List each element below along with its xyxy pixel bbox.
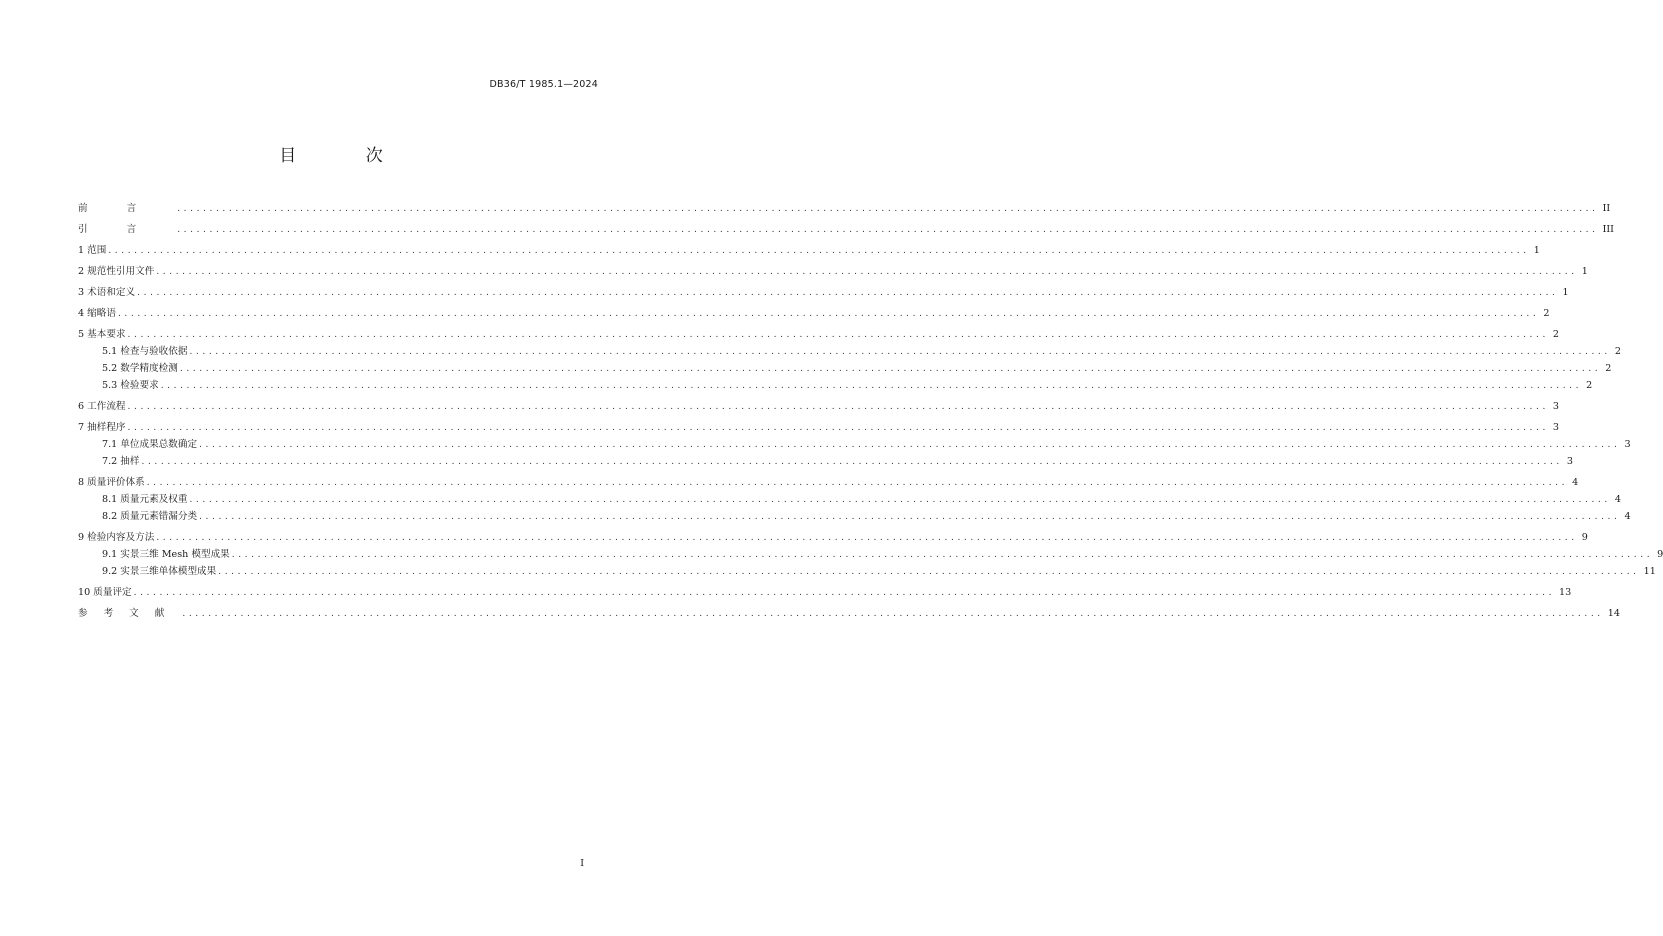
toc-dot-leader: ............................................................................................................................................................................................................................ (133, 588, 1556, 598)
toc-dot-leader: ............................................................................................................................................................................................................................ (177, 225, 1599, 235)
toc-subentry[interactable] (78, 491, 1621, 508)
toc-dot-leader: ............................................................................................................................................................................................................................ (137, 288, 1559, 298)
toc-entry-page: 3 (1552, 401, 1560, 412)
toc-entry[interactable] (78, 200, 1611, 217)
toc-entry-label: 前言 (78, 203, 176, 214)
toc-entry-page: 4 (1614, 494, 1621, 505)
toc-entry-label: 10 质量评定 (78, 587, 132, 598)
toc-entry-label: 参考文献 (78, 608, 181, 619)
toc-entry-page: 11 (1643, 566, 1656, 577)
toc-dot-leader: ............................................................................................................................................................................................................................ (146, 478, 1569, 488)
toc-dot-leader: ............................................................................................................................................................................................................................ (156, 533, 1578, 543)
toc-entry-label: 5 基本要求 (78, 329, 126, 340)
toc-dot-leader: ............................................................................................................................................................................................................................ (127, 330, 1549, 340)
toc-subentry[interactable] (78, 453, 1573, 470)
toc-subentry[interactable] (78, 508, 1631, 525)
toc-entry[interactable] (78, 263, 1588, 280)
toc-entry-page: III (1602, 224, 1614, 235)
toc-entry-page: 9 (1657, 549, 1663, 560)
toc-entry-label: 引言 (78, 224, 176, 235)
toc-entry[interactable] (78, 284, 1569, 301)
toc-entry[interactable] (78, 419, 1560, 436)
toc-entry[interactable] (78, 529, 1588, 546)
toc-entry[interactable] (78, 326, 1560, 343)
toc-entry-label: 4 缩略语 (78, 308, 116, 319)
toc-entry-page: II (1602, 203, 1611, 214)
toc-dot-leader: ............................................................................................................................................................................................................................ (182, 609, 1604, 619)
toc-entry-page: 2 (1586, 380, 1593, 391)
toc-entry-label: 9.1 实景三维 Mesh 模型成果 (102, 549, 230, 560)
toc-subentry[interactable] (78, 360, 1612, 377)
toc-subentry[interactable] (78, 546, 1663, 563)
toc-dot-leader: ............................................................................................................................................................................................................................ (231, 550, 1654, 560)
toc-entry-page: 4 (1624, 511, 1631, 522)
toc-entry-label: 5.2 数学精度检测 (102, 363, 178, 374)
toc-entry-page: 1 (1533, 245, 1540, 256)
toc-dot-leader: ............................................................................................................................................................................................................................ (189, 347, 1611, 357)
toc-entry-label: 6 工作流程 (78, 401, 126, 412)
toc-dot-leader: ............................................................................................................................................................................................................................ (179, 364, 1602, 374)
toc-dot-leader: ............................................................................................................................................................................................................................ (160, 381, 1583, 391)
toc-entry-page: 3 (1566, 456, 1573, 467)
toc-dot-leader: ............................................................................................................................................................................................................................ (108, 246, 1530, 256)
toc-entry-page: 1 (1581, 266, 1588, 277)
toc-entry-page: 13 (1559, 587, 1572, 598)
toc-dot-leader: ............................................................................................................................................................................................................................ (117, 309, 1540, 319)
toc-entry-page: 9 (1581, 532, 1588, 543)
toc-entry-label: 7 抽样程序 (78, 422, 126, 433)
toc-entry-page: 2 (1614, 346, 1621, 357)
toc-subentry[interactable] (78, 563, 1656, 580)
toc-entry-label: 9.2 实景三维单体模型成果 (102, 566, 217, 577)
toc-entry-label: 1 范围 (78, 245, 107, 256)
toc-entry[interactable] (78, 605, 1620, 622)
toc-entry-page: 2 (1552, 329, 1560, 340)
toc-dot-leader: ............................................................................................................................................................................................................................ (156, 267, 1578, 277)
toc-dot-leader: ............................................................................................................................................................................................................................ (189, 495, 1611, 505)
table-of-contents (78, 200, 1663, 622)
toc-entry-label: 9 检验内容及方法 (78, 532, 155, 543)
toc-entry-label: 8 质量评价体系 (78, 477, 145, 488)
toc-entry[interactable] (78, 242, 1540, 259)
toc-entry[interactable] (78, 398, 1560, 415)
toc-subentry[interactable] (78, 343, 1621, 360)
toc-entry-page: 14 (1607, 608, 1620, 619)
toc-entry-page: 2 (1543, 308, 1550, 319)
page-title: 目 次 (279, 146, 415, 166)
toc-subentry[interactable] (78, 377, 1593, 394)
toc-entry-page: 3 (1624, 439, 1631, 450)
toc-dot-leader: ............................................................................................................................................................................................................................ (141, 457, 1563, 467)
toc-entry[interactable] (78, 221, 1614, 238)
toc-entry-page: 1 (1562, 287, 1569, 298)
toc-entry-label: 5.1 检查与验收依据 (102, 346, 188, 357)
toc-entry-label: 8.2 质量元素错漏分类 (102, 511, 198, 522)
toc-dot-leader: ............................................................................................................................................................................................................................ (199, 512, 1621, 522)
page-number: I (580, 858, 584, 869)
toc-entry-page: 3 (1552, 422, 1560, 433)
toc-entry-page: 4 (1572, 477, 1579, 488)
toc-dot-leader: ............................................................................................................................................................................................................................ (127, 402, 1549, 412)
document-code: DB36/T 1985.1—2024 (489, 79, 598, 90)
toc-dot-leader: ............................................................................................................................................................................................................................ (218, 567, 1640, 577)
toc-entry-page: 2 (1605, 363, 1612, 374)
toc-entry-label: 5.3 检验要求 (102, 380, 159, 391)
toc-entry-label: 7.2 抽样 (102, 456, 140, 467)
toc-entry-label: 3 术语和定义 (78, 287, 136, 298)
toc-dot-leader: ............................................................................................................................................................................................................................ (127, 423, 1549, 433)
toc-subentry[interactable] (78, 436, 1631, 453)
toc-dot-leader: ............................................................................................................................................................................................................................ (199, 440, 1621, 450)
toc-entry[interactable] (78, 305, 1550, 322)
toc-entry[interactable] (78, 584, 1572, 601)
toc-entry-label: 2 规范性引用文件 (78, 266, 155, 277)
toc-entry[interactable] (78, 474, 1579, 491)
toc-entry-label: 8.1 质量元素及权重 (102, 494, 188, 505)
toc-dot-leader: ............................................................................................................................................................................................................................ (177, 204, 1599, 214)
toc-entry-label: 7.1 单位成果总数确定 (102, 439, 198, 450)
